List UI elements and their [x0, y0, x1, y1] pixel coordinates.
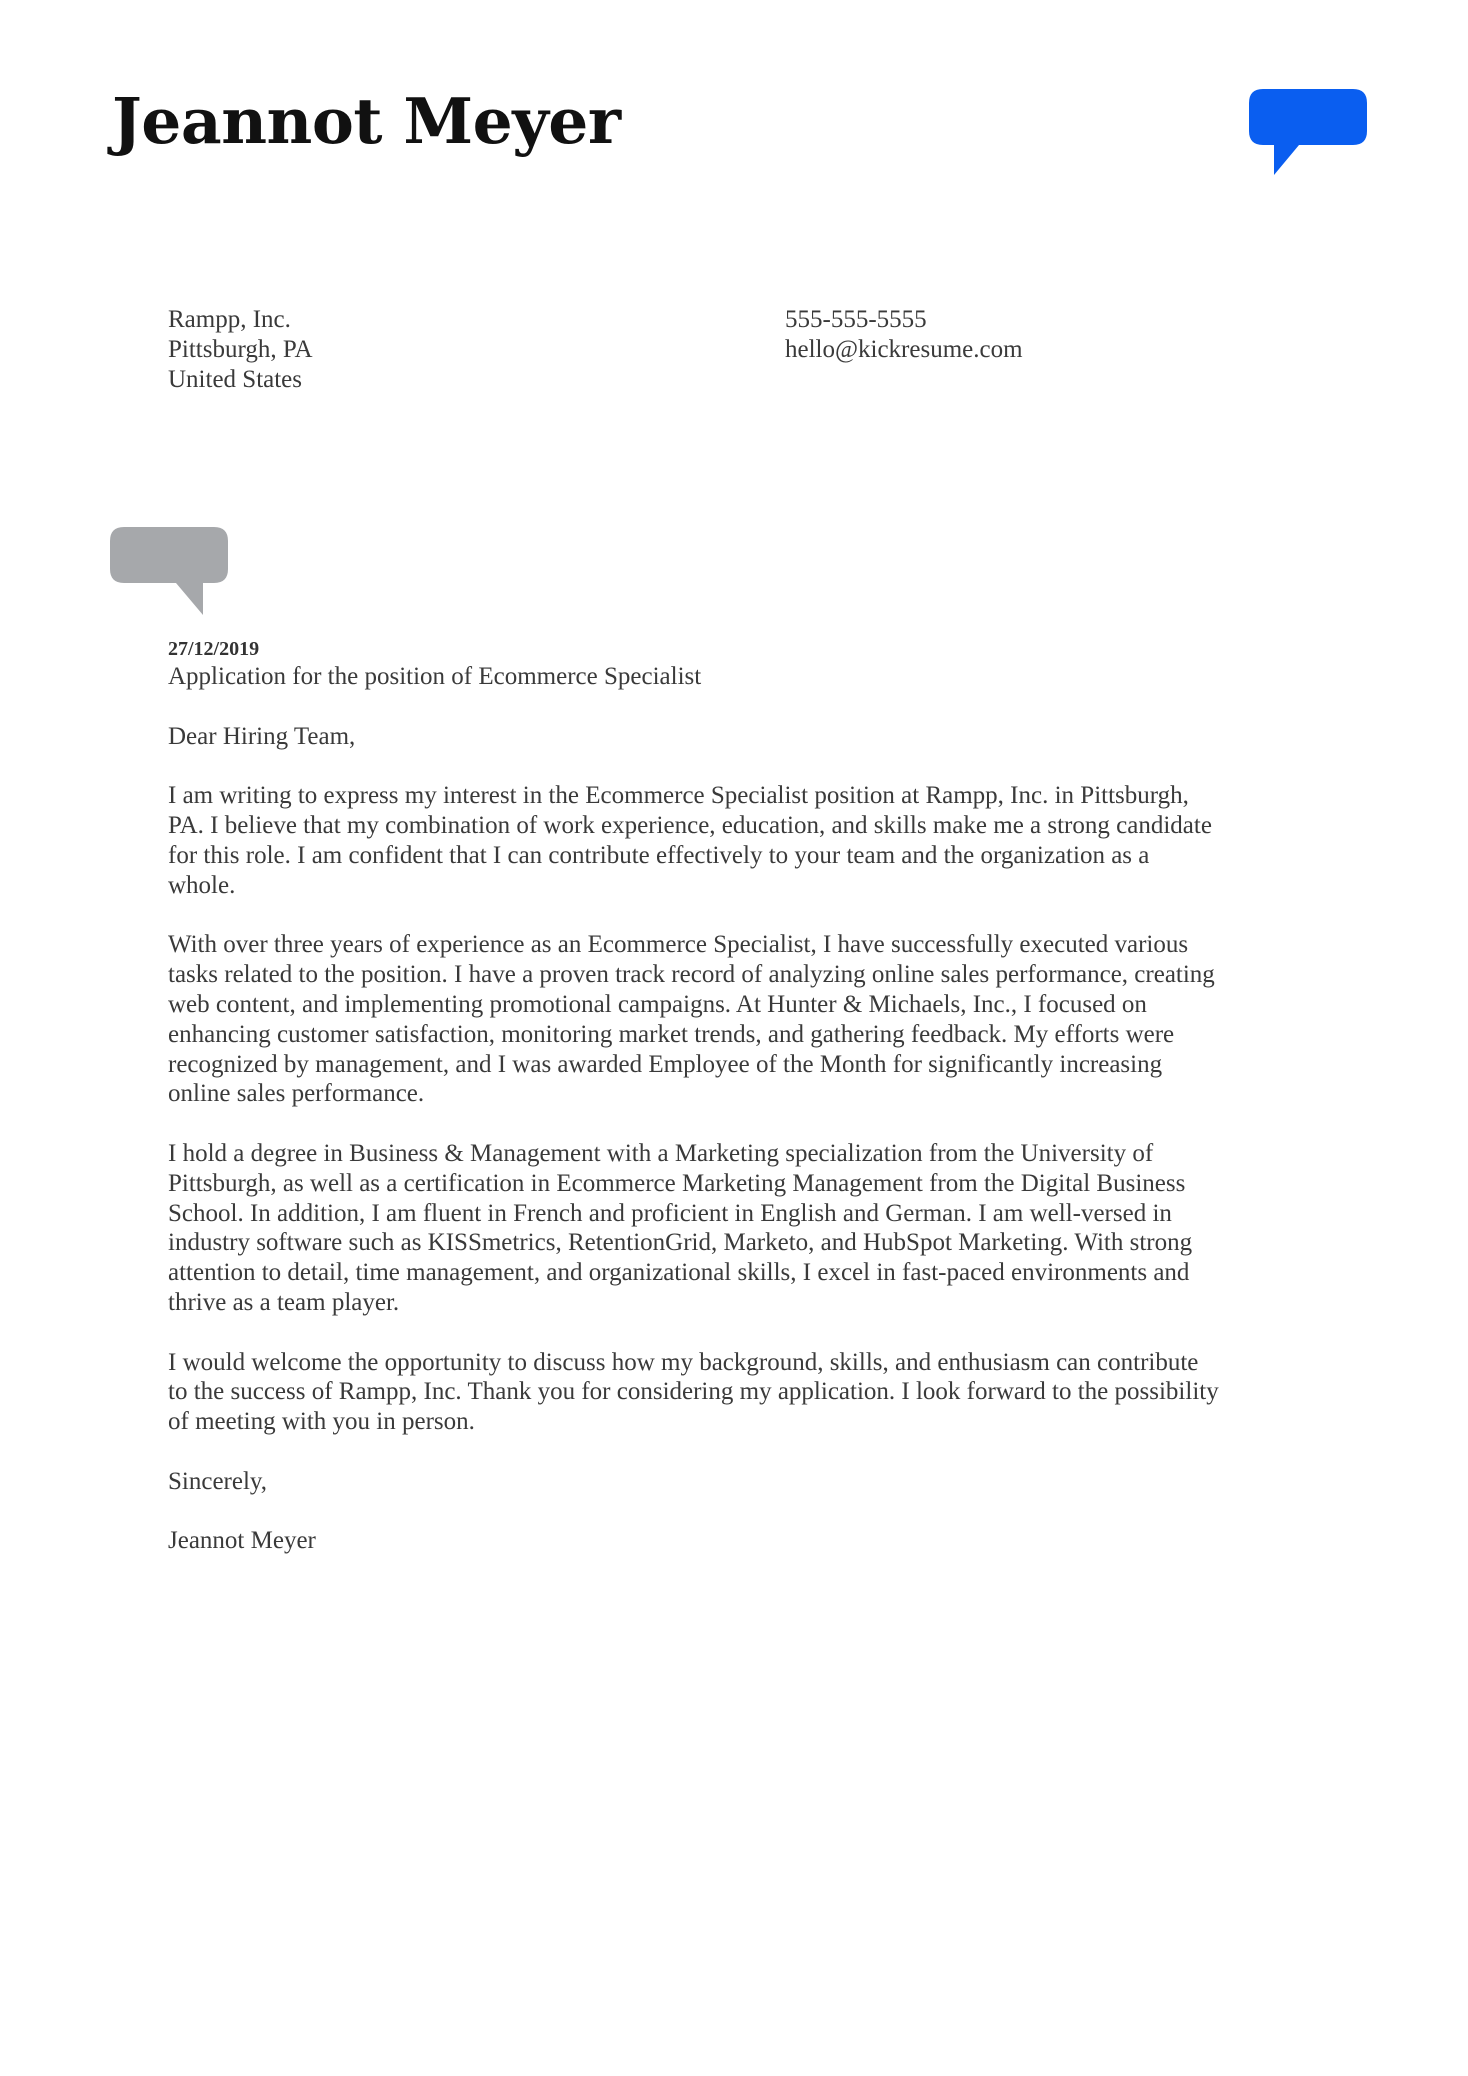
speech-bubble-gray-icon [110, 527, 228, 615]
paragraph-line: recognized by management, and I was awarded Employee of the Month for significantly increasing [168, 1050, 1163, 1078]
paragraph-line: PA. I believe that my combination of work experience, education, and skills make me a strong candidate [168, 812, 1212, 840]
paragraph-line: industry software such as KISSmetrics, RetentionGrid, Marketo, and HubSpot Marketing. With strong [168, 1229, 1193, 1257]
speech-bubble-blue-icon [1249, 89, 1367, 175]
paragraph-line: tasks related to the position. I have a proven track record of analyzing online sales performance, creating [168, 961, 1215, 989]
recipient-city: Pittsburgh, PA [168, 336, 313, 363]
paragraph-line: for this role. I am confident that I can contribute effectively to your team and the organization as a [168, 841, 1150, 869]
recipient-company: Rampp, Inc. [168, 306, 291, 333]
paragraph-line: thrive as a team player. [168, 1288, 400, 1316]
paragraph-line: I hold a degree in Business & Management with a Marketing specialization from the University of [168, 1139, 1154, 1167]
paragraph-line: School. In addition, I am fluent in French and proficient in English and German. I am well-versed in [168, 1199, 1172, 1227]
paragraph-line: attention to detail, time management, and organizational skills, I excel in fast-paced environments and [168, 1259, 1190, 1287]
paragraph-line: to the success of Rampp, Inc. Thank you for considering my application. I look forward to the possibility [168, 1378, 1219, 1406]
letter-closing: Sincerely, [168, 1467, 268, 1495]
paragraph-line: I am writing to express my interest in the Ecommerce Specialist position at Rampp, Inc. in Pittsburgh, [168, 782, 1189, 810]
paragraph-line: online sales performance. [168, 1080, 425, 1108]
paragraph-line: I would welcome the opportunity to discuss how my background, skills, and enthusiasm can contribute [168, 1348, 1199, 1376]
contact-info [785, 305, 1023, 365]
paragraph-line: web content, and implementing promotional campaigns. At Hunter & Michaels, Inc., I focused on [168, 990, 1147, 1018]
letter-date: 27/12/2019 [168, 638, 260, 660]
letter-salutation: Dear Hiring Team, [168, 722, 356, 750]
letter-paragraph-2 [168, 930, 1378, 1109]
letter-paragraph-3 [168, 1139, 1378, 1318]
contact-email: hello@kickresume.com [785, 336, 1023, 363]
speech-bubble-gray-shape [110, 527, 228, 615]
paragraph-line: Pittsburgh, as well as a certification in Ecommerce Marketing Management from the Digital Business [168, 1169, 1186, 1197]
recipient-country: United States [168, 366, 303, 393]
speech-bubble-blue-shape [1249, 89, 1367, 175]
paragraph-line: whole. [168, 871, 236, 899]
letter-paragraph-4 [168, 1348, 1378, 1437]
letter-signature: Jeannot Meyer [168, 1527, 316, 1555]
contact-phone: 555-555-5555 [785, 306, 927, 333]
recipient-address [168, 305, 313, 395]
letter-body [168, 636, 1378, 1586]
paragraph-line: enhancing customer satisfaction, monitoring market trends, and gathering feedback. My efforts were [168, 1020, 1175, 1048]
paragraph-line: With over three years of experience as an Ecommerce Specialist, I have successfully executed various [168, 931, 1189, 959]
applicant-name: Jeannot Meyer [112, 84, 621, 158]
paragraph-line: of meeting with you in person. [168, 1408, 475, 1436]
letter-paragraph-1 [168, 781, 1378, 900]
letter-subject: Application for the position of Ecommerce Specialist [168, 663, 702, 690]
